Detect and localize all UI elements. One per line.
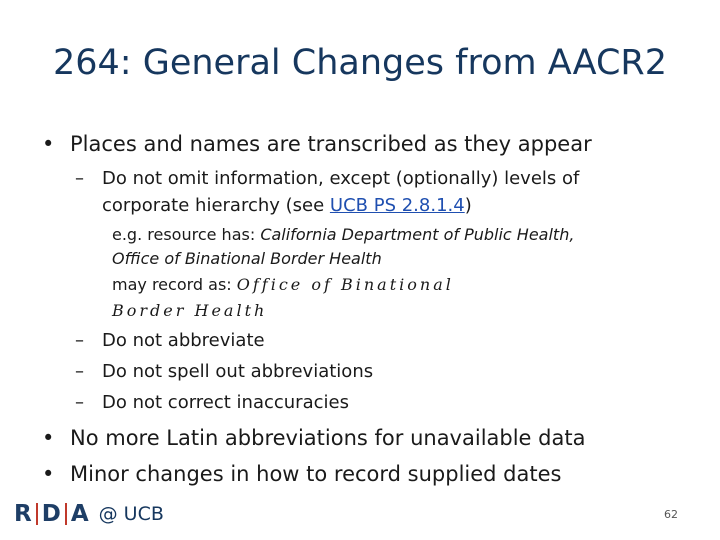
example-resource-line2: Office of Binational Border Health	[112, 249, 382, 268]
bullet-dot: •	[42, 462, 55, 486]
example-record-line: may record as: Office of Binational	[112, 275, 454, 294]
slide-title: 264: General Changes from AACR2	[53, 43, 667, 83]
sub-omit-line1: Do not omit information, except (optionally) levels of	[102, 168, 580, 189]
dash-marker: –	[75, 361, 84, 382]
bullet-dot: •	[42, 426, 55, 450]
sub-dont-spell: Do not spell out abbreviations	[102, 361, 374, 382]
example-record-line2: Border Health	[112, 301, 268, 320]
logo-separator	[36, 503, 38, 525]
bullet-latin-abbrev: No more Latin abbreviations for unavailable data	[70, 426, 586, 450]
rda-wordmark: R D A	[14, 501, 89, 527]
sub-dont-abbreviate: Do not abbreviate	[102, 330, 265, 351]
bullet-supplied-dates: Minor changes in how to record supplied dates	[70, 462, 562, 486]
dash-marker: –	[75, 330, 84, 351]
dash-marker: –	[75, 392, 84, 413]
bullet-places-names: Places and names are transcribed as they appear	[70, 132, 592, 156]
dash-marker: –	[75, 168, 84, 189]
sub-dont-correct: Do not correct inaccuracies	[102, 392, 349, 413]
sub-omit-line2: corporate hierarchy (see UCB PS 2.8.1.4)	[102, 195, 472, 216]
page-number: 62	[664, 508, 678, 521]
example-resource-line: e.g. resource has: California Department of Public Health,	[112, 225, 575, 244]
rda-logo	[14, 500, 164, 528]
ucb-ps-link[interactable]: UCB PS 2.8.1.4	[329, 195, 465, 216]
bullet-dot: •	[42, 132, 55, 156]
at-ucb-label: @ UCB	[98, 503, 164, 525]
logo-separator	[65, 503, 67, 525]
